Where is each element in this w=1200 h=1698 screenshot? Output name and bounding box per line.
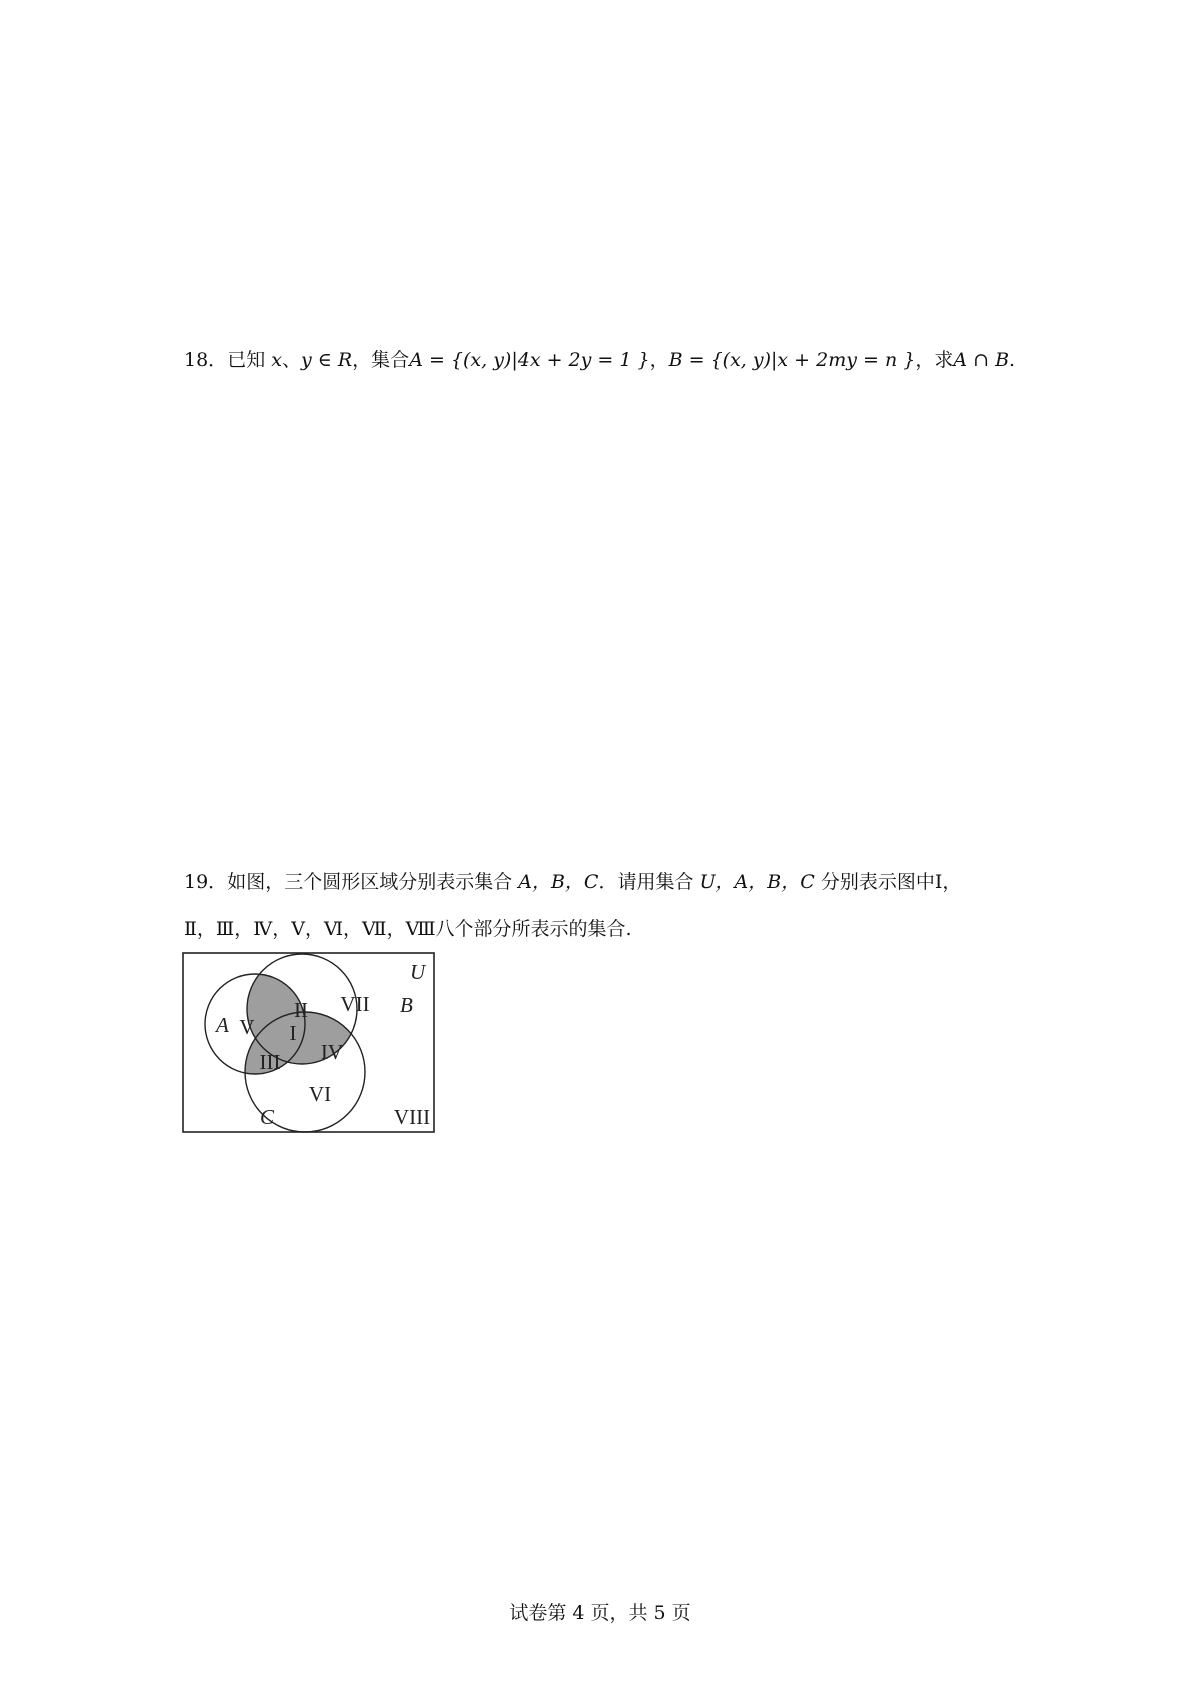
set-a-label: A [216, 1013, 229, 1037]
region-iii-label: III [259, 1050, 281, 1074]
region-vi-label: VI [308, 1082, 332, 1106]
set-b-expression: B = {(x, y)|x + 2my = n } [668, 349, 916, 371]
period: . [1009, 349, 1016, 371]
separator: 、 [281, 349, 301, 371]
region-v-label: V [239, 1015, 255, 1039]
question-19-line-1 [184, 873, 961, 892]
question-number: 19． [184, 871, 228, 893]
set-a-expression: A = {(x, y)|4x + 2y = 1 } [409, 349, 650, 371]
universe-label: U [410, 960, 426, 984]
question-18 [184, 351, 1015, 370]
sets-uabc: U，A，B，C [699, 871, 815, 893]
separator: ，集合 [352, 349, 410, 371]
question-text: Ⅱ，Ⅲ，Ⅳ，Ⅴ，Ⅵ，Ⅶ，Ⅷ八个部分所表示的集合. [184, 918, 632, 940]
separator: ，求 [915, 349, 954, 371]
region-iv-label: IV [320, 1040, 344, 1064]
question-text: ．请用集合 [598, 871, 694, 893]
question-text: 已知 [227, 349, 266, 371]
question-19-line-2 [184, 920, 632, 939]
region-ii-label: II [294, 998, 308, 1022]
venn-diagram-svg [182, 952, 436, 1134]
question-text: 分别表示图中Ⅰ， [820, 871, 962, 893]
set-c-label: C [260, 1105, 275, 1129]
region-i-label: I [289, 1021, 297, 1045]
intersection-expression: A ∩ B [953, 349, 1010, 371]
region-viii-label: VIII [393, 1105, 431, 1129]
var-x: x [271, 349, 282, 371]
region-vii-label: VII [340, 992, 370, 1016]
venn-diagram [182, 952, 436, 1134]
question-text: 如图，三个圆形区域分别表示集合 [227, 871, 513, 893]
separator: ， [649, 349, 669, 371]
domain-expression: y ∈ R [300, 349, 353, 371]
set-b-label: B [400, 993, 413, 1017]
question-number: 18． [184, 349, 228, 371]
sets-abc: A，B，C [518, 871, 599, 893]
page-footer: 试卷第 4 页，共 5 页 [509, 1602, 691, 1624]
